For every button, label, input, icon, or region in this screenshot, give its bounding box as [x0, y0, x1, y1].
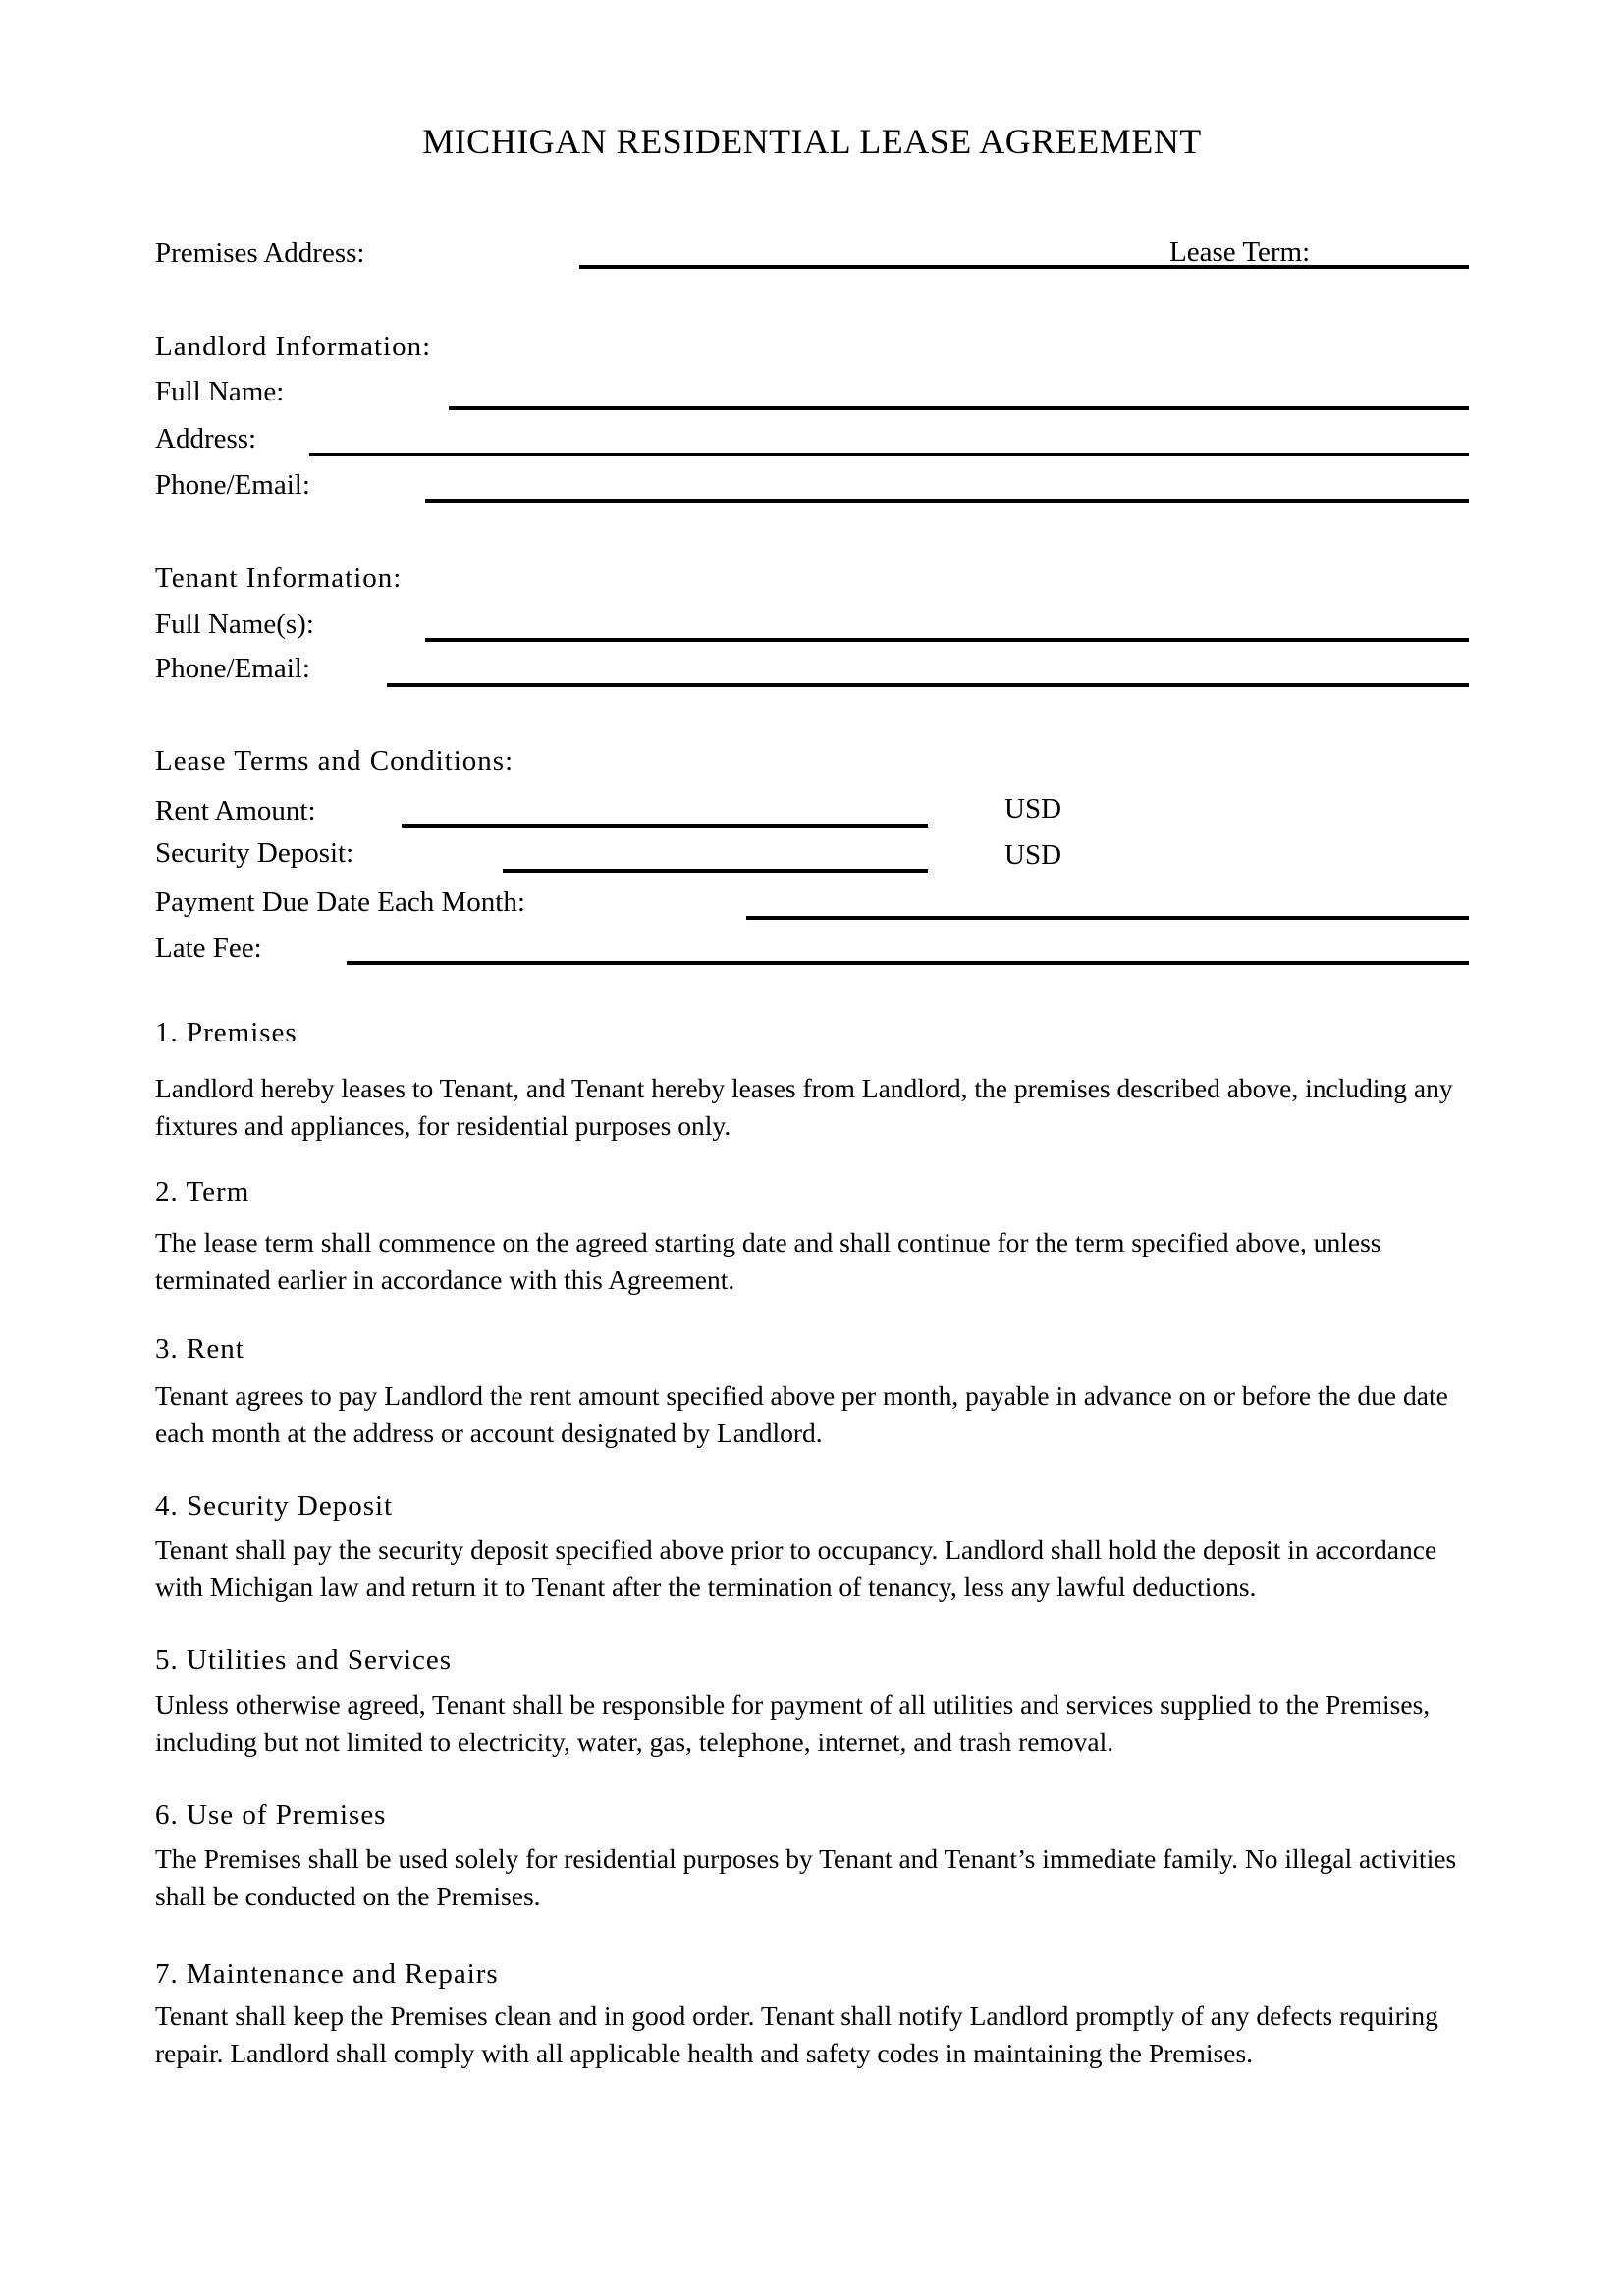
section-5-heading: 5. Utilities and Services — [155, 1644, 453, 1676]
document-title: MICHIGAN RESIDENTIAL LEASE AGREEMENT — [422, 122, 1202, 161]
landlord-info-heading: Landlord Information: — [155, 331, 432, 362]
section-4-heading: 4. Security Deposit — [155, 1490, 394, 1522]
section-2-heading: 2. Term — [155, 1176, 250, 1207]
rent-amount-blank — [402, 824, 928, 828]
tenant-full-names-label: Full Name(s): — [155, 609, 314, 640]
rent-amount-label: Rent Amount: — [155, 795, 316, 827]
security-deposit-blank — [503, 869, 928, 873]
landlord-address-label: Address: — [155, 423, 257, 454]
section-2-body: The lease term shall commence on the agreed starting date and shall continue for the term specified above, unless terminated earlier in accordance with this Agreement. — [155, 1227, 1381, 1295]
landlord-full-name-label: Full Name: — [155, 376, 285, 407]
section-1-heading: 1. Premises — [155, 1017, 298, 1048]
section-6-heading: 6. Use of Premises — [155, 1799, 387, 1831]
late-fee-blank — [347, 961, 1469, 965]
late-fee-label: Late Fee: — [155, 933, 262, 964]
payment-due-date-label: Payment Due Date Each Month: — [155, 886, 525, 918]
landlord-address-blank — [309, 453, 1469, 456]
landlord-phone-email-label: Phone/Email: — [155, 469, 310, 501]
section-1-body: Landlord hereby leases to Tenant, and Tenant hereby leases from Landlord, the premises described above, including any fixtures and appliances, for residential purposes only. — [155, 1073, 1453, 1141]
lease-terms-heading: Lease Terms and Conditions: — [155, 745, 514, 776]
tenant-phone-email-blank — [387, 683, 1469, 687]
section-7-heading: 7. Maintenance and Repairs — [155, 1958, 499, 1990]
lease-term-label: Lease Term: — [1169, 237, 1311, 268]
section-3-body: Tenant agrees to pay Landlord the rent amount specified above per month, payable in advance on or before the due date each month at the address or account designated by Landlord. — [155, 1380, 1448, 1448]
premises-address-label: Premises Address: — [155, 238, 365, 269]
rent-currency-label: USD — [1004, 793, 1062, 825]
security-deposit-label: Security Deposit: — [155, 837, 354, 869]
landlord-phone-email-blank — [425, 499, 1469, 503]
payment-due-date-blank — [746, 916, 1469, 920]
section-5-body: Unless otherwise agreed, Tenant shall be responsible for payment of all utilities and services supplied to the Premises, including but not limited to electricity, water, gas, telephone, internet, and trash removal. — [155, 1689, 1431, 1757]
tenant-info-heading: Tenant Information: — [155, 562, 403, 594]
landlord-full-name-blank — [449, 406, 1469, 410]
tenant-full-names-blank — [425, 638, 1469, 642]
premises-address-blank — [579, 265, 1469, 269]
section-6-body: The Premises shall be used solely for residential purposes by Tenant and Tenant’s immediate family. No illegal activities shall be conducted on the Premises. — [155, 1843, 1457, 1911]
security-currency-label: USD — [1004, 839, 1062, 871]
section-7-body: Tenant shall keep the Premises clean and in good order. Tenant shall notify Landlord promptly of any defects requiring repair. Landlord shall comply with all applicable health and safety codes in maintaining the Premises. — [155, 2001, 1438, 2068]
section-3-heading: 3. Rent — [155, 1333, 244, 1364]
section-4-body: Tenant shall pay the security deposit specified above prior to occupancy. Landlord shall hold the deposit in accordance with Michigan law and return it to Tenant after the termination of tenancy, less any lawful deductions. — [155, 1534, 1437, 1602]
tenant-phone-email-label: Phone/Email: — [155, 653, 310, 684]
